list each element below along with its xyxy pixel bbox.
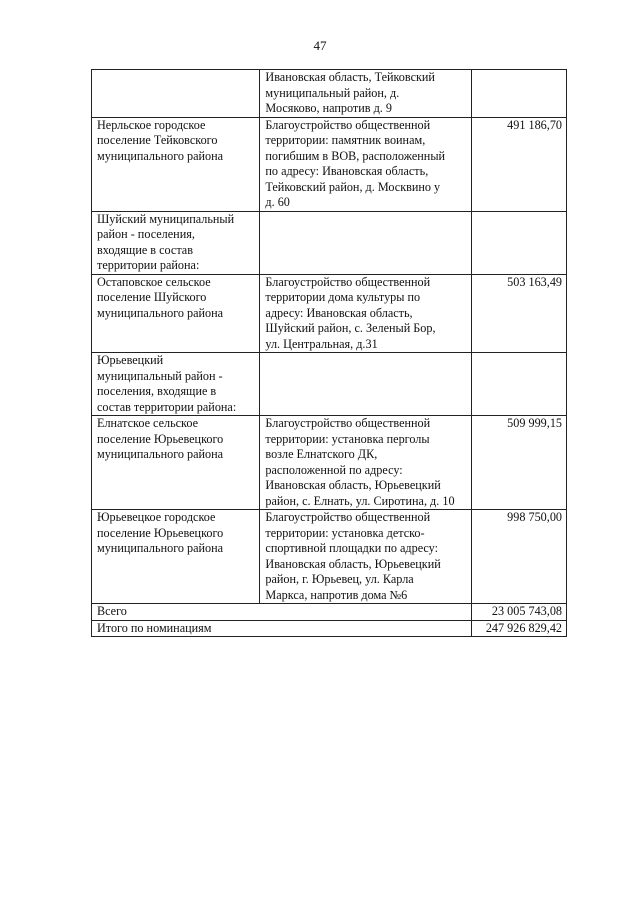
page-number: 47 xyxy=(313,38,327,53)
municipality-cell xyxy=(92,510,260,604)
amount-cell xyxy=(472,117,567,211)
municipality-cell xyxy=(92,353,260,416)
description-cell xyxy=(260,274,472,353)
description-text: Благоустройство общественной территории дома культуры по адресу: Ивановская область, Шуйский район, с. Зеленый Бор, ул. Центральная, д.31 xyxy=(265,274,436,351)
municipality-text: Юрьевецкое городское поселение Юрьевецкого муниципального района xyxy=(97,510,224,555)
table-row xyxy=(92,211,567,274)
amount-text: 509 999,15 xyxy=(507,416,562,430)
description-cell xyxy=(260,70,472,118)
municipality-cell xyxy=(92,416,260,510)
description-text: Ивановская область, Тейковский муниципальный район, д. Мосяково, напротив д. 9 xyxy=(265,70,435,115)
municipality-text: Елнатское сельское поселение Юрьевецкого муниципального района xyxy=(97,416,224,461)
description-cell xyxy=(260,211,472,274)
table-row xyxy=(92,274,567,353)
municipality-text: Нерльское городское поселение Тейковского муниципального района xyxy=(97,117,224,163)
total-amount: 23 005 743,08 xyxy=(472,604,567,621)
amount-cell xyxy=(472,353,567,416)
amount-text: 503 163,49 xyxy=(507,274,562,289)
municipality-cell xyxy=(92,117,260,211)
description-cell xyxy=(260,353,472,416)
amount-cell xyxy=(472,70,567,118)
total-row xyxy=(92,604,567,621)
amount-cell xyxy=(472,274,567,353)
amount-cell xyxy=(472,510,567,604)
table-row xyxy=(92,416,567,510)
amount-cell xyxy=(472,416,567,510)
description-cell xyxy=(260,117,472,211)
total-label: Всего xyxy=(92,604,472,621)
grand-total-amount: 247 926 829,42 xyxy=(472,620,567,637)
description-cell xyxy=(260,510,472,604)
municipality-text: Шуйский муниципальный район - поселения, входящие в состав территории района: xyxy=(97,211,235,272)
municipality-text: Юрьевецкий муниципальный район - поселения, входящие в состав территории района: xyxy=(97,353,237,414)
amount-cell xyxy=(472,211,567,274)
amount-text: 998 750,00 xyxy=(507,510,562,524)
description-cell xyxy=(260,416,472,510)
municipality-cell xyxy=(92,211,260,274)
municipality-text: Остаповское сельское поселение Шуйского муниципального района xyxy=(97,274,224,320)
table-row xyxy=(92,353,567,416)
grand-total-row xyxy=(92,620,567,637)
description-text: Благоустройство общественной территории: установка детско- спортивной площадки по адресу: Ивановская область, Юрьевецкий район, г. Юрьевец, ул. Карла Маркса, напротив дома №6 xyxy=(265,510,441,602)
grand-total-label: Итого по номинациям xyxy=(92,620,472,637)
table-row xyxy=(92,117,567,211)
municipality-cell xyxy=(92,70,260,118)
amount-text: 491 186,70 xyxy=(507,117,562,132)
municipality-cell xyxy=(92,274,260,353)
description-text: Благоустройство общественной территории: установка перголы возле Елнатского ДК, расположенной по адресу: Ивановская область, Юрьевецкий район, с. Елнать, ул. Сиротина, д. 10 xyxy=(265,416,455,508)
table-row xyxy=(92,510,567,604)
description-text: Благоустройство общественной территории: памятник воинам, погибшим в ВОВ, расположенный по адресу: Ивановская область, Тейковский район, д. Москвино у д. 60 xyxy=(265,117,446,209)
nominations-table xyxy=(91,69,567,637)
table-row xyxy=(92,70,567,118)
